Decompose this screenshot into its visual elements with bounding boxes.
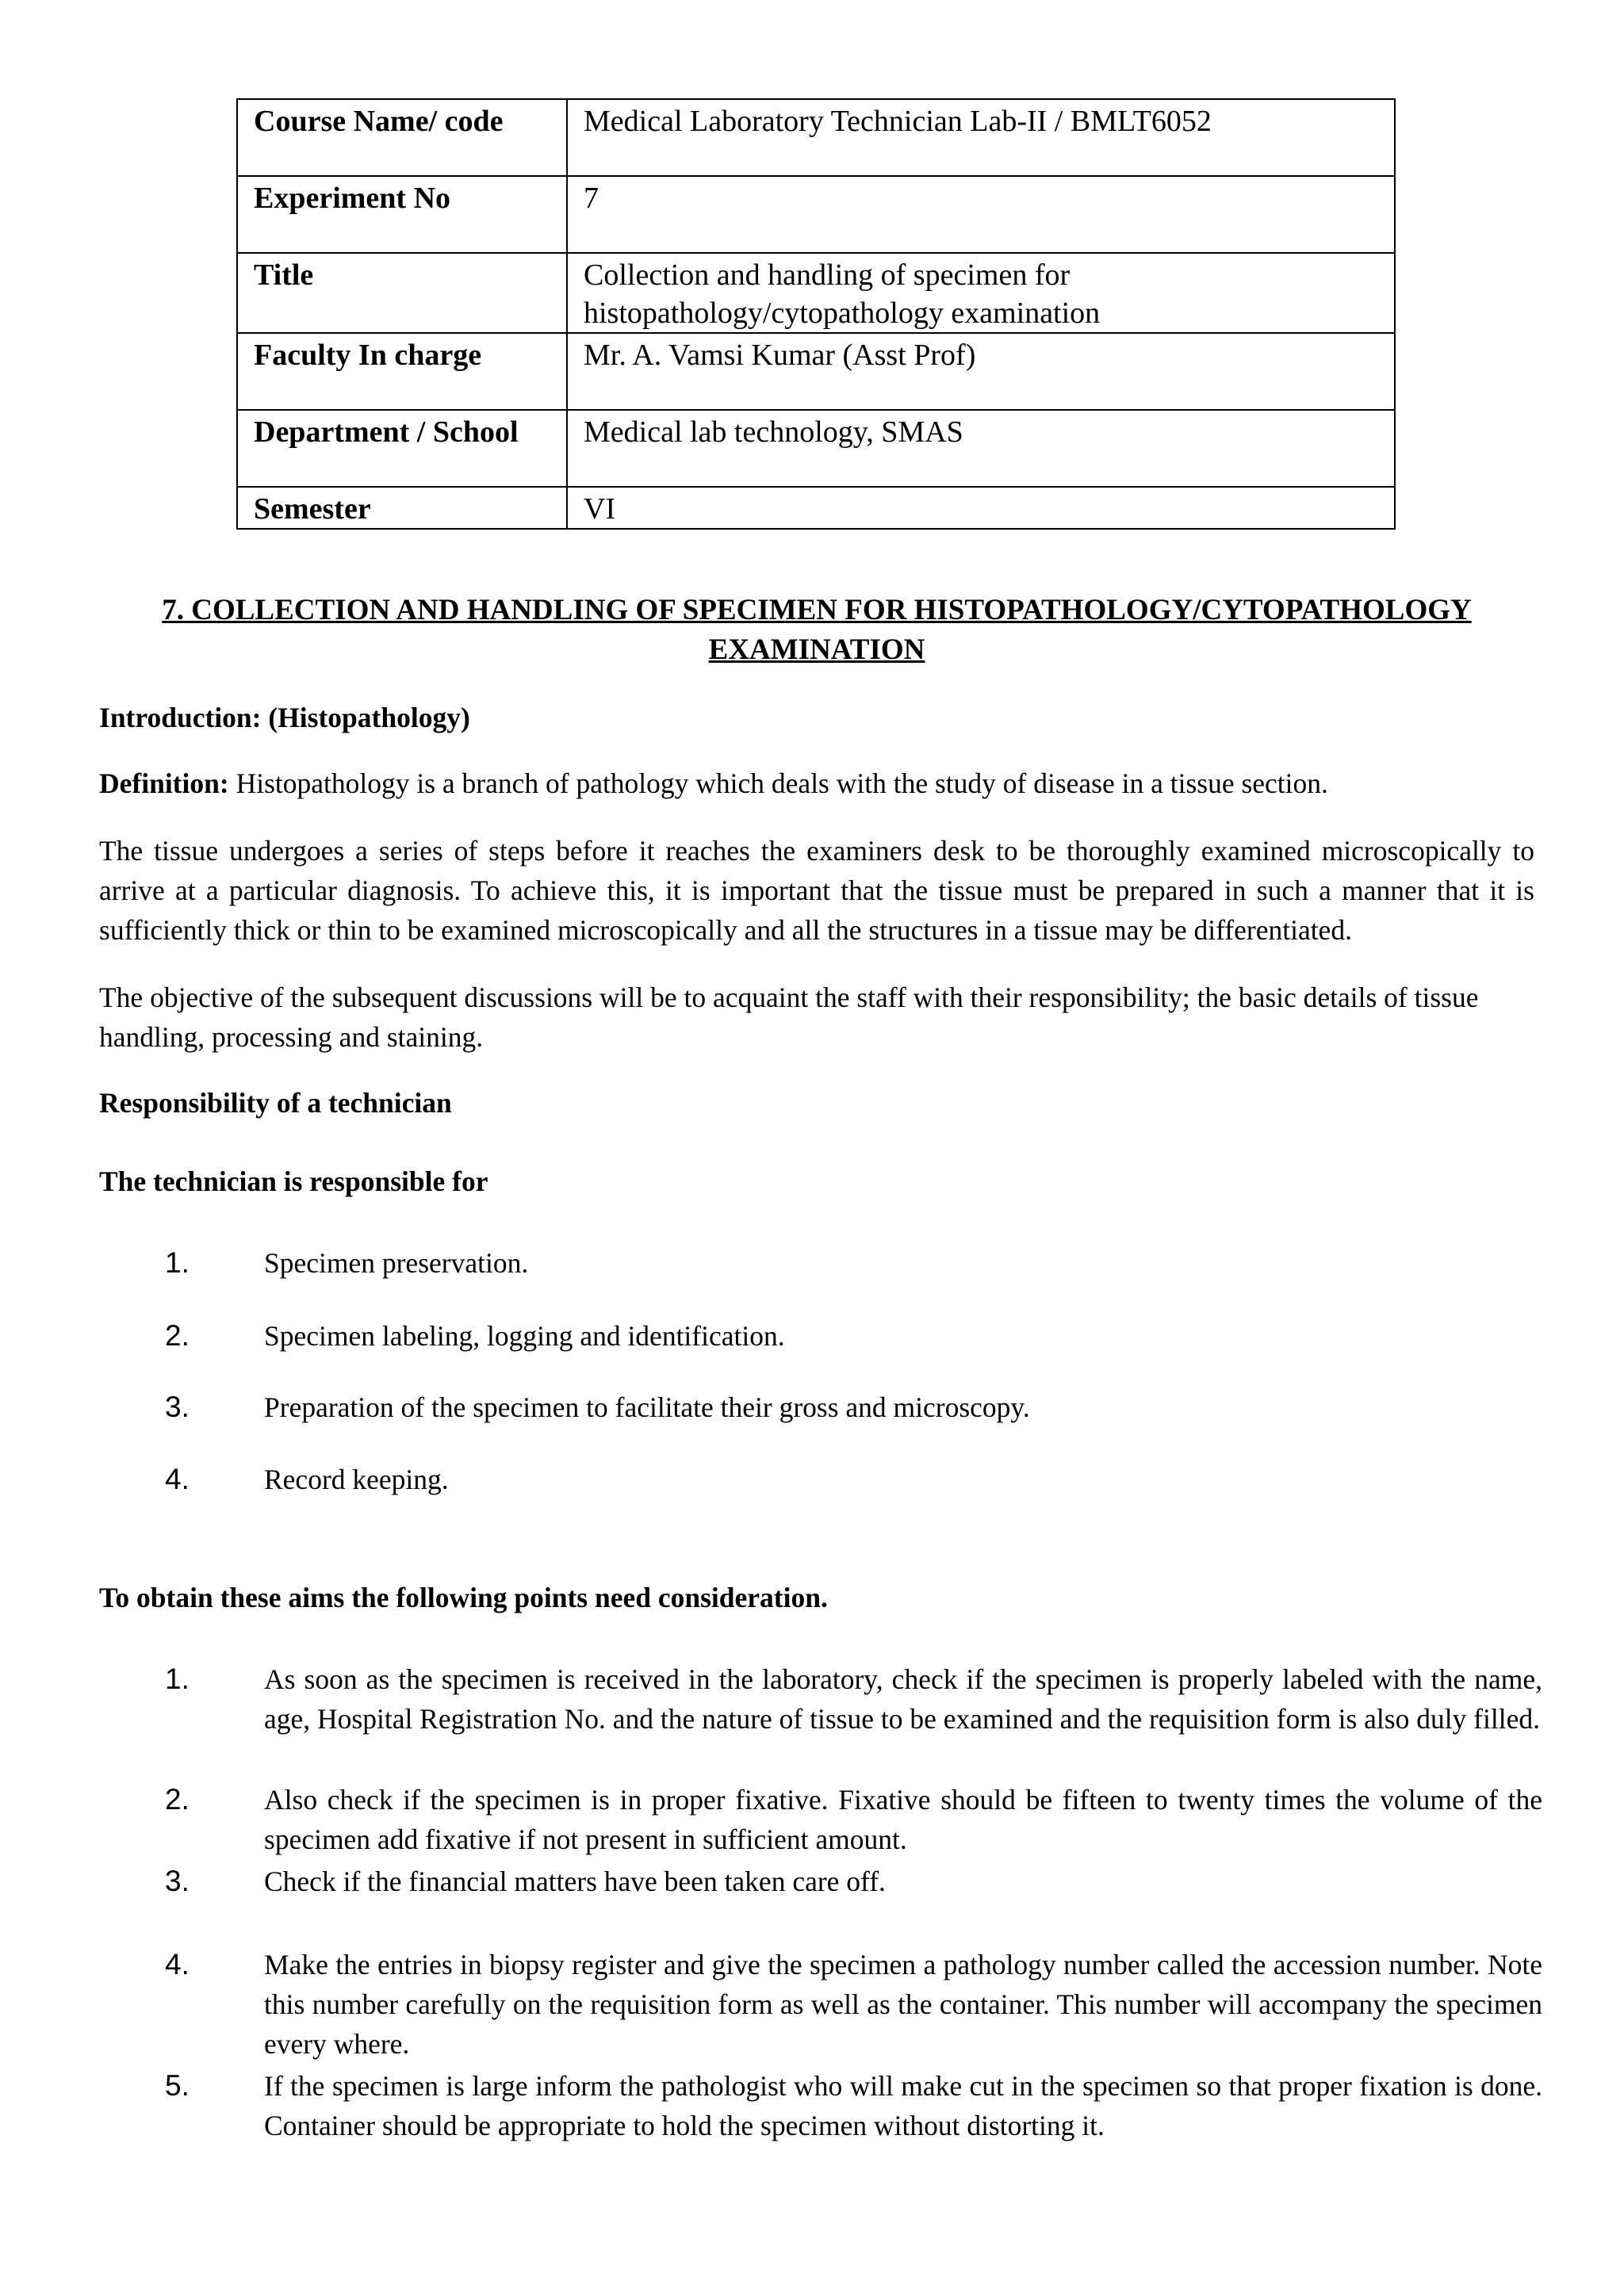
list-text: Make the entries in biopsy register and give the specimen a pathology number called the accession number. Note this number carefully on the requisition form as well as the container. This number will accompany the specimen every where. [264, 1949, 1542, 2060]
list-number: 2. [165, 1319, 190, 1352]
paragraph-tissue-steps: The tissue undergoes a series of steps before it reaches the examiners desk to be thoroughly examined microscopically to arrive at a particular diagnosis. To achieve this, it is important that the tissue must be prepared in such a manner that it is sufficiently thick or thin to be examined microscopically and all the structures in a tissue may be differentiated. [99, 835, 1534, 946]
table-row [237, 487, 1395, 529]
table-row [237, 410, 1395, 487]
row-value: Collection and handling of specimen for histopathology/cytopathology examination [567, 253, 1395, 333]
table-row [237, 333, 1395, 410]
row-label: Department / School [237, 410, 567, 487]
list-text: Specimen labeling, logging and identification. [264, 1320, 785, 1352]
section-heading: 7. COLLECTION AND HANDLING OF SPECIMEN FOR HISTOPATHOLOGY/CYTOPATHOLOGY EXAMINATION [162, 594, 1472, 666]
row-value: Medical lab technology, SMAS [567, 410, 1395, 487]
list-text: Preparation of the specimen to facilitate their gross and microscopy. [264, 1391, 1030, 1423]
list-text: If the specimen is large inform the pathologist who will make cut in the specimen so that proper fixation is done. Container should be appropriate to hold the specimen without distorting it. [264, 2070, 1542, 2141]
list-number: 2. [165, 1783, 190, 1816]
row-label: Title [237, 253, 567, 333]
definition-label: Definition: [99, 767, 229, 799]
course-info-table [236, 98, 1396, 530]
paragraph-objective: The objective of the subsequent discussions will be to acquaint the staff with their responsibility; the basic details of tissue handling, processing and staining. [99, 982, 1479, 1053]
list-text: Record keeping. [264, 1464, 449, 1495]
list-number: 3. [165, 1391, 190, 1423]
list-number: 5. [165, 2069, 190, 2102]
aims-heading: To obtain these aims the following points need consideration. [99, 1582, 828, 1613]
list-number: 1. [165, 1663, 190, 1695]
definition-text: Histopathology is a branch of pathology which deals with the study of disease in a tissue section. [228, 767, 1328, 799]
responsibility-heading: Responsibility of a technician [99, 1087, 452, 1119]
list-number: 3. [165, 1865, 190, 1897]
list-text: As soon as the specimen is received in the laboratory, check if the specimen is properly labeled with the name, age, Hospital Registration No. and the nature of tissue to be examined and the requisition form is also duly filled. [264, 1663, 1542, 1735]
intro-heading: Introduction: (Histopathology) [99, 702, 470, 733]
list-text: Check if the financial matters have been taken care off. [264, 1866, 886, 1897]
row-value: 7 [567, 176, 1395, 253]
list-number: 1. [165, 1246, 190, 1279]
row-label: Faculty In charge [237, 333, 567, 410]
row-label: Experiment No [237, 176, 567, 253]
definition-paragraph [99, 763, 1534, 803]
row-label: Semester [237, 487, 567, 529]
list-number: 4. [165, 1463, 190, 1495]
row-value: Medical Laboratory Technician Lab-II / BMLT6052 [567, 99, 1395, 176]
responsible-for-heading: The technician is responsible for [99, 1165, 488, 1197]
list-text: Specimen preservation. [264, 1247, 529, 1279]
row-value: Mr. A. Vamsi Kumar (Asst Prof) [567, 333, 1395, 410]
list-text: Also check if the specimen is in proper fixative. Fixative should be fifteen to twenty times the volume of the specimen add fixative if not present in sufficient amount. [264, 1784, 1542, 1855]
table-row [237, 99, 1395, 176]
table-row [237, 253, 1395, 333]
list-number: 4. [165, 1948, 190, 1980]
row-value: VI [567, 487, 1395, 529]
table-row [237, 176, 1395, 253]
row-label: Course Name/ code [237, 99, 567, 176]
